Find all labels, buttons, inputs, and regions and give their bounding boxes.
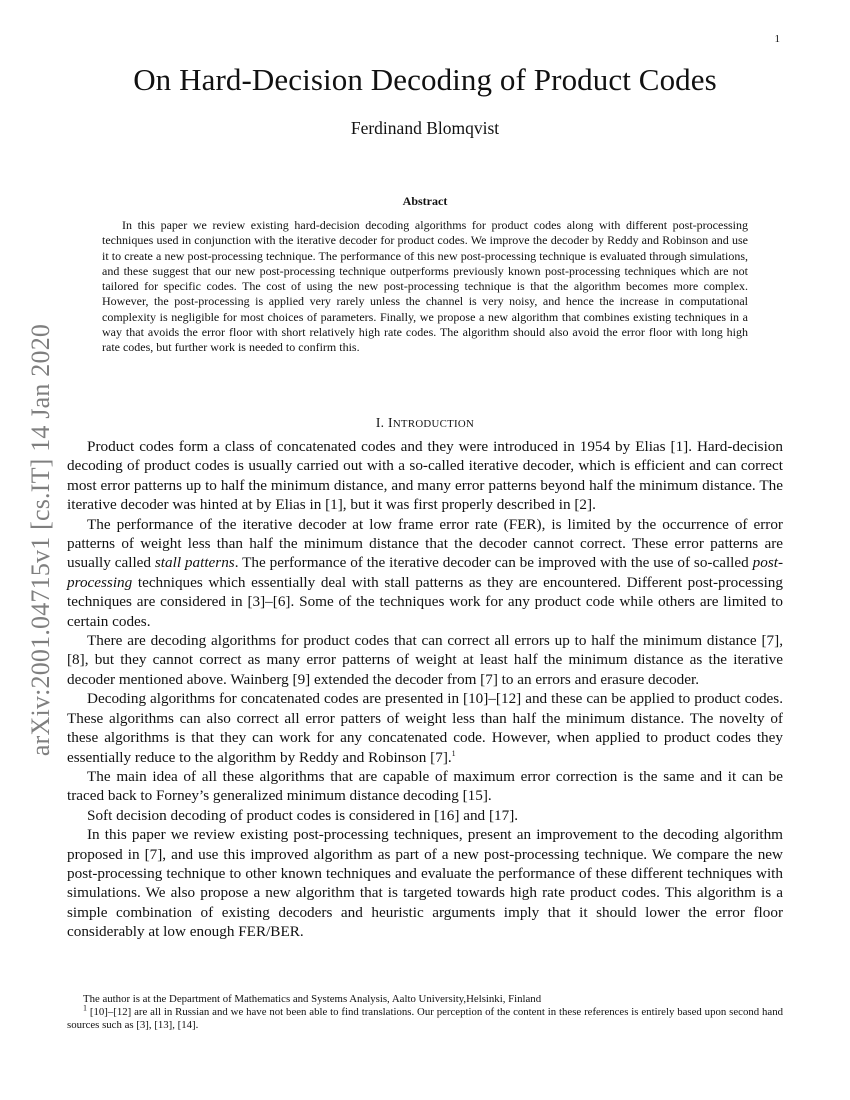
- paragraph-6: Soft decision decoding of product codes is considered in [16] and [17].: [87, 806, 519, 824]
- term-post-processing: post-processing: [67, 554, 783, 591]
- abstract-heading: Abstract: [402, 194, 448, 208]
- paragraph-5: The main idea of all these algorithms that are capable of maximum error correction is the same and it can be traced back to Forney’s generalized minimum distance decoding [15].: [67, 767, 783, 805]
- section-title-rest: NTRODUCTION: [392, 418, 475, 430]
- paragraph-4-text: Decoding algorithms for concatenated codes are presented in [10]–[12] and these can be applied to product codes. These algorithms can also correct all error patters of weight less than half the minimum distance. The novelty of these algorithms is that they can work for any concatenated code. However, when applied to product codes they essentially reduce to the algorithm by Reddy and Robinson [7].: [67, 690, 783, 766]
- author-name: Ferdinand Blomqvist: [350, 118, 500, 138]
- paragraph-2-part-a: The performance of the iterative decoder at low frame error rate (FER), is limited by the occurrence of error patterns of weight less than half the minimum distance that the decoder cannot correct. These error patterns are usually called: [67, 515, 783, 572]
- paper-title: On Hard-Decision Decoding of Product Codes: [133, 62, 717, 97]
- paragraph-1: Product codes form a class of concatenated codes and they were introduced in 1954 by Elias [1]. Hard-decision decoding of product codes is usually carried out with a so-called iterative decoder, which is efficient and can correct most error patterns up to half the minimum distance, and many error patterns beyond half the minimum distance. The iterative decoder was hinted at by Elias in [1], but it was first properly described in [2].: [67, 438, 783, 514]
- abstract-text: In this paper we review existing hard-decision decoding algorithms for product codes along with different post-processing techniques used in conjunction with the iterative decoder for product codes. We improve the decoder by Reddy and Robinson and use it to create a new post-processing technique. The performance of this new post-processing technique is evaluated through simulations, and these suggest that our new post-processing technique outperforms previously known post-processing techniques which are not tailored for specific codes. The cost of using the new post-processing technique is that the algorithm becomes more complex. However, the post-processing is applied very rarely unless the channel is very noisy, and hence the increase in computational complexity is negligible for most choices of parameters. Finally, we propose a new algorithm that combines existing techniques in a way that avoids the error floor with short relatively high rate codes. The algorithm should also avoid the error floor with long high rate codes, but further work is needed to confirm this.: [102, 218, 748, 355]
- footnote-marker-1[interactable]: 1: [451, 748, 456, 758]
- paragraph-7: In this paper we review existing post-processing techniques, present an improvement to the decoding algorithm proposed in [7], and use this improved algorithm as part of a new post-processing technique. We compare the new post-processing technique to other known techniques and evaluate the performance of these different techniques with simulations. We also propose a new algorithm that is targeted towards high rate product codes. This algorithm is a simple combination of existing decoders and heuristic arguments imply that it should lower the error floor considerably at low enough FER/BER.: [67, 826, 783, 941]
- paragraph-3: There are decoding algorithms for product codes that can correct all errors up to half the minimum distance [7], [8], but they cannot correct as many error patterns of weight at least half the minimum distance as the iterative decoder mentioned above. Wainberg [9] extended the decoder from [7] to an errors and erasure decoder.: [67, 632, 783, 688]
- footnotes: [67, 993, 783, 1033]
- introduction-body: [67, 437, 783, 942]
- section-heading-introduction: [0, 415, 850, 431]
- term-stall-patterns: stall patterns: [154, 554, 235, 572]
- footnote-1-text: [10]–[12] are all in Russian and we have not been able to find translations. Our perception of the content in these references is entirely based upon second hand sources such as [3], [13], [14].: [67, 1006, 783, 1032]
- paragraph-4: [67, 689, 783, 767]
- footnote-1-mark: 1: [83, 1003, 87, 1013]
- paragraph-2-part-b: . The performance of the iterative decoder can be improved with the use of so-called: [234, 554, 753, 572]
- arxiv-identifier-stamp[interactable]: arXiv:2001.04715v1 [cs.IT] 14 Jan 2020: [26, 323, 55, 757]
- page-number: 1: [774, 33, 780, 45]
- author-affiliation-footnote: The author is at the Department of Mathematics and Systems Analysis, Aalto University,Helsinki, Finland: [83, 993, 542, 1005]
- section-numeral: I.: [375, 415, 389, 430]
- footnote-1: [67, 1003, 783, 1032]
- paragraph-2-part-c: techniques which essentially deal with stall patterns as they are encountered. Different post-processing techniques are considered in [3]–[6]. Some of the techniques work for any product code while others are limited to certain codes.: [67, 573, 783, 630]
- section-title-initial: I: [388, 415, 393, 430]
- paragraph-2: [67, 515, 783, 631]
